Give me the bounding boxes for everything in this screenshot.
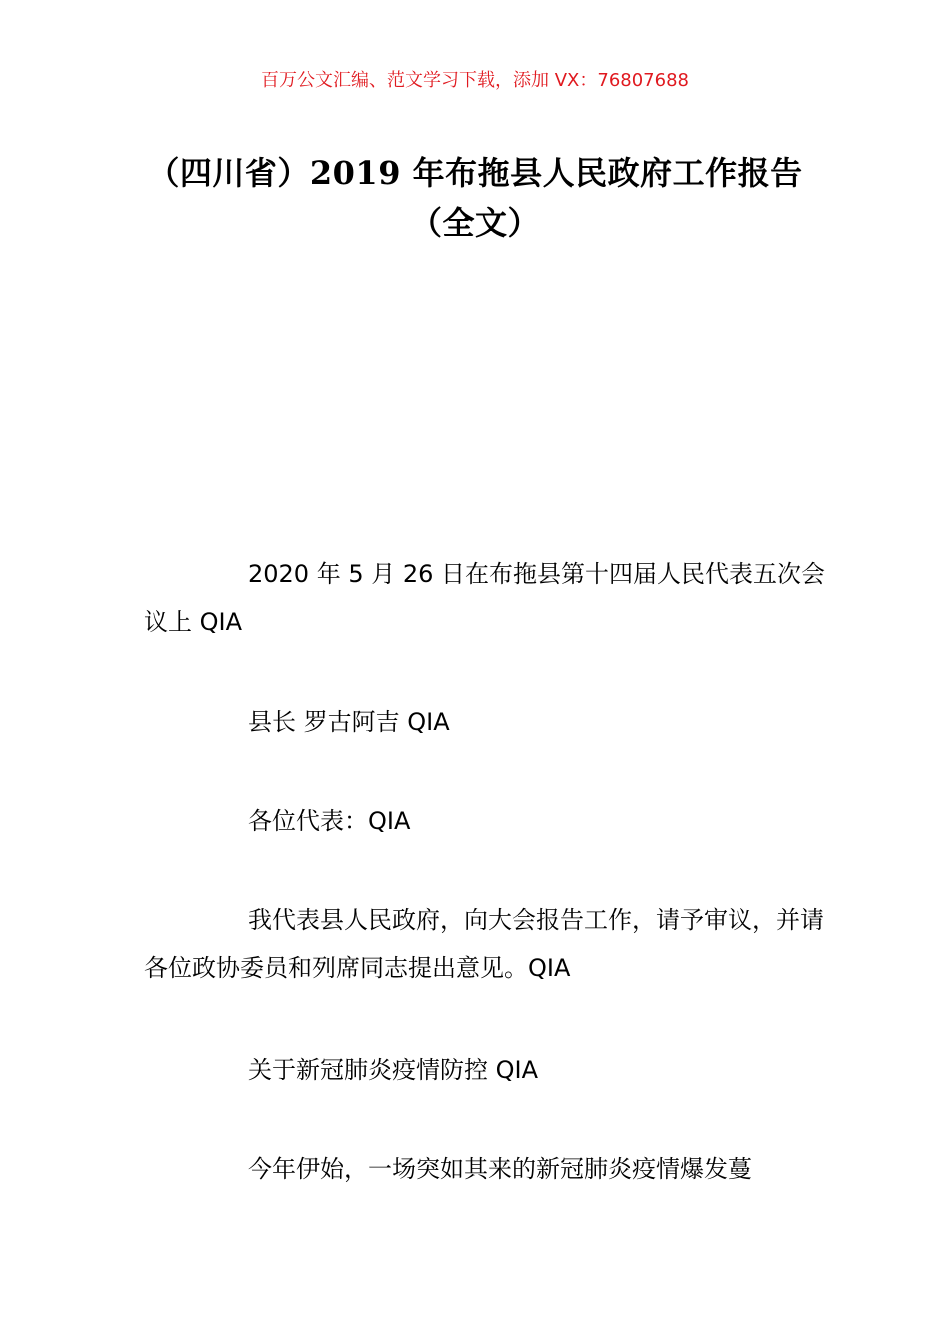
document-title: （四川省）2019 年布拖县人民政府工作报告（全文） <box>147 154 803 242</box>
section-heading: 关于新冠肺炎疫情防控 QIA <box>248 1056 539 1084</box>
paragraph-body: 今年伊始，一场突如其来的新冠肺炎疫情爆发蔓 <box>248 1155 752 1183</box>
header-note: 百万公文汇编、范文学习下载，添加 VX：76807688 <box>261 70 689 91</box>
paragraph-speaker: 县长 罗古阿吉 QIA <box>248 708 450 736</box>
paragraph-salutation: 各位代表：QIA <box>248 807 411 835</box>
paragraph-date: 2020 年 5 月 26 日在布拖县第十四届人民代表五次会议上 QIA <box>144 560 826 636</box>
paragraph-intro: 我代表县人民政府，向大会报告工作，请予审议，并请各位政协委员和列席同志提出意见。QIA <box>144 906 824 982</box>
